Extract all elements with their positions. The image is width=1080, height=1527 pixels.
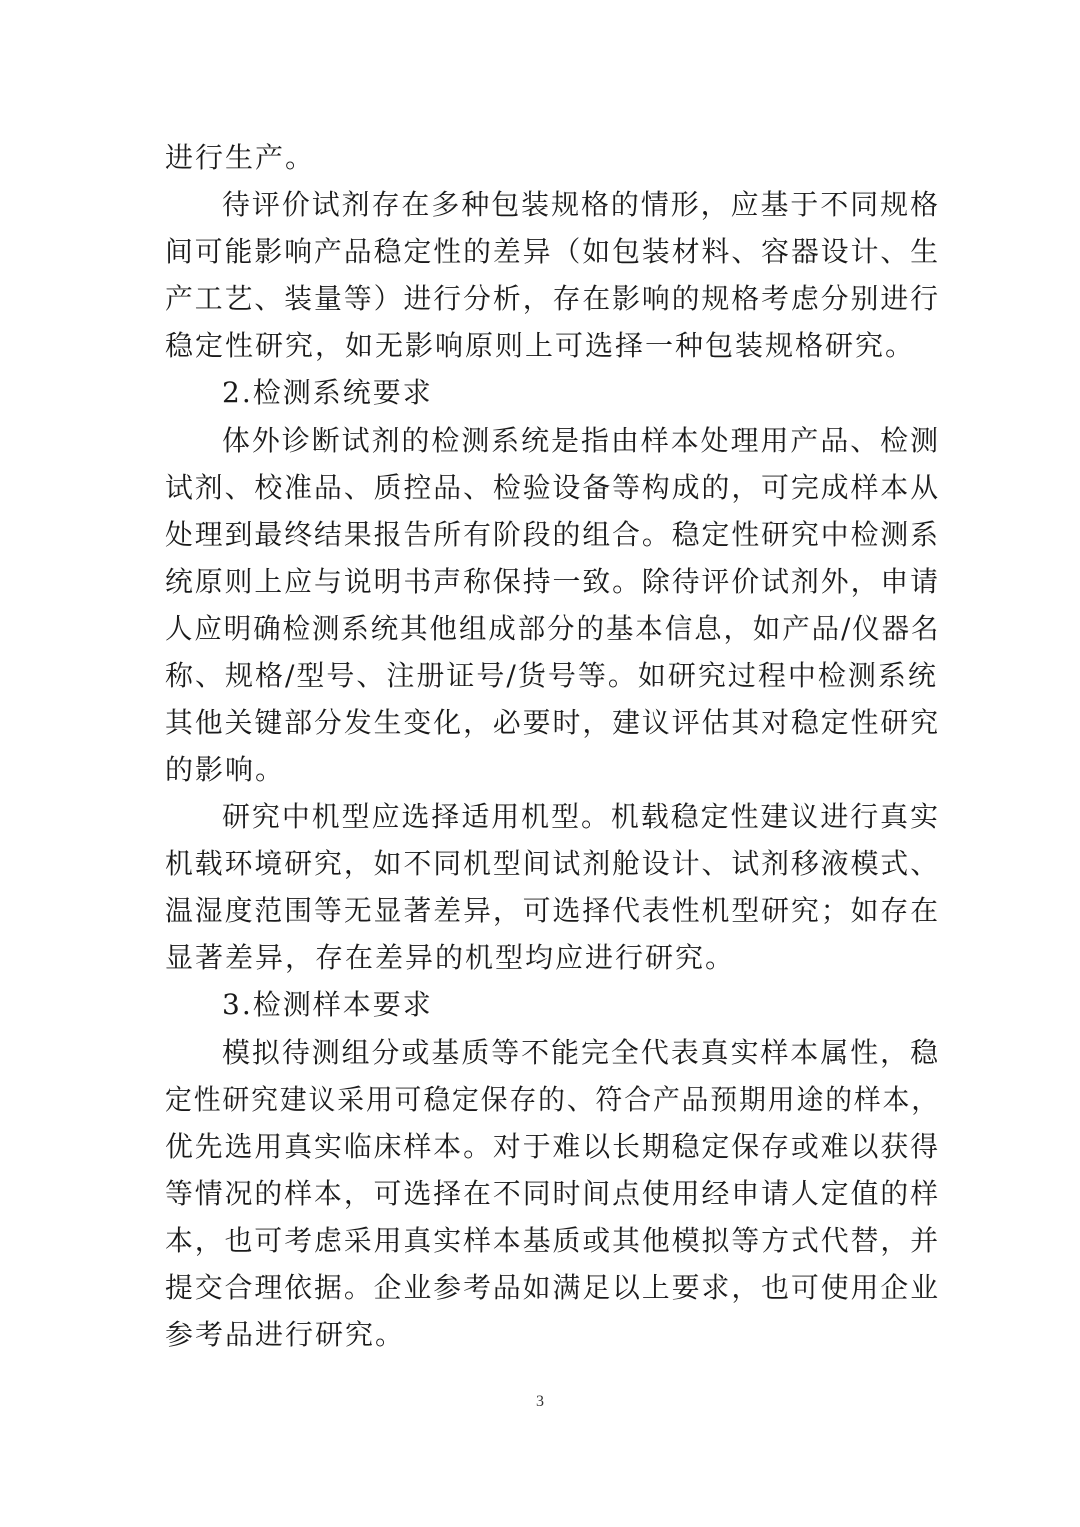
page-number: 3 [536, 1393, 544, 1410]
text-line: 提交合理依据。企业参考品如满足以上要求，也可使用企业 [165, 1271, 941, 1304]
paragraph-first-line: 研究中机型应选择适用机型。机载稳定性建议进行真实 [222, 800, 940, 833]
text-line: 优先选用真实临床样本。对于难以长期稳定保存或难以获得 [165, 1130, 941, 1163]
text-line: 温湿度范围等无显著差异，可选择代表性机型研究；如存在 [165, 894, 941, 927]
text-line: 进行生产。 [165, 141, 316, 174]
text-line: 处理到最终结果报告所有阶段的组合。稳定性研究中检测系 [165, 518, 941, 551]
text-line: 产工艺、装量等）进行分析，存在影响的规格考虑分别进行 [165, 282, 941, 315]
section-heading: 2.检测系统要求 [222, 376, 433, 409]
text-line: 试剂、校准品、质控品、检验设备等构成的，可完成样本从 [165, 471, 941, 504]
text-line: 等情况的样本，可选择在不同时间点使用经申请人定值的样 [165, 1177, 941, 1210]
text-line: 其他关键部分发生变化，必要时，建议评估其对稳定性研究 [165, 706, 941, 739]
paragraph-first-line: 待评价试剂存在多种包装规格的情形，应基于不同规格 [222, 188, 940, 221]
text-line: 称、规格/型号、注册证号/货号等。如研究过程中检测系统 [165, 659, 938, 692]
text-line: 定性研究建议采用可稳定保存的、符合产品预期用途的样本， [165, 1083, 941, 1116]
text-line: 的影响。 [165, 753, 286, 786]
text-line: 统原则上应与说明书声称保持一致。除待评价试剂外，申请 [165, 565, 941, 598]
paragraph-first-line: 模拟待测组分或基质等不能完全代表真实样本属性，稳 [222, 1036, 940, 1069]
section-heading: 3.检测样本要求 [222, 988, 433, 1021]
text-line: 机载环境研究，如不同机型间试剂舱设计、试剂移液模式、 [165, 847, 941, 880]
text-line: 人应明确检测系统其他组成部分的基本信息，如产品/仪器名 [165, 612, 941, 645]
text-line: 稳定性研究，如无影响原则上可选择一种包装规格研究。 [165, 329, 916, 362]
text-line: 本，也可考虑采用真实样本基质或其他模拟等方式代替，并 [165, 1224, 941, 1257]
text-line: 参考品进行研究。 [165, 1318, 406, 1351]
paragraph-first-line: 体外诊断试剂的检测系统是指由样本处理用产品、检测 [222, 424, 940, 457]
text-line: 间可能影响产品稳定性的差异（如包装材料、容器设计、生 [165, 235, 941, 268]
text-line: 显著差异，存在差异的机型均应进行研究。 [165, 941, 736, 974]
